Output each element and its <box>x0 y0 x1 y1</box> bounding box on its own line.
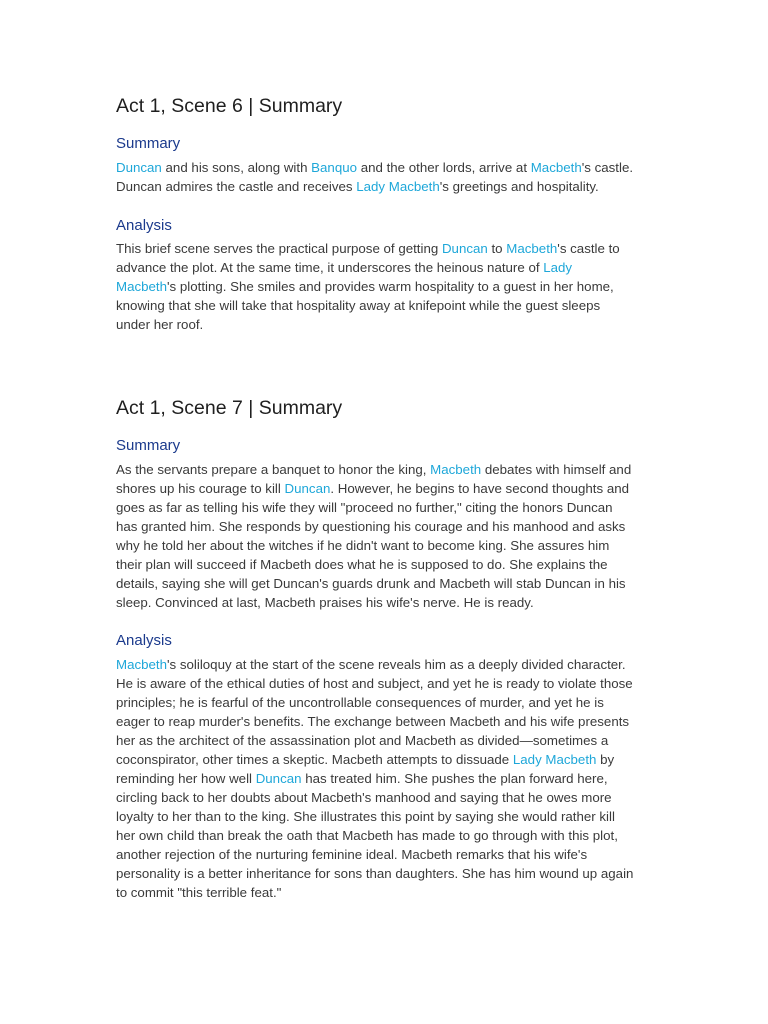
text-run: and his sons, along with <box>161 160 312 175</box>
character-link[interactable]: Duncan <box>284 481 331 496</box>
character-link[interactable]: Lady Macbeth <box>356 179 440 194</box>
text-run: details, saying she will get Duncan's guards drunk and Macbeth will stab Duncan in his <box>116 576 626 591</box>
text-run: Duncan admires the castle and receives <box>116 179 357 194</box>
scene-7-summary-paragraph <box>116 460 656 612</box>
text-run: He is aware of the ethical duties of host and subject, and yet he is ready to violate those <box>116 676 633 691</box>
text-line <box>116 239 656 258</box>
text-run: This brief scene serves the practical purpose of getting <box>116 241 442 256</box>
text-run: why he told her about the witches if he didn't want to become king. She assures him <box>116 538 610 553</box>
text-run: reminding her how well <box>116 771 256 786</box>
text-line <box>116 807 656 826</box>
text-line <box>116 593 656 612</box>
text-run: to commit "this terrible feat." <box>116 885 282 900</box>
character-link[interactable]: Macbeth <box>430 462 482 477</box>
text-run: her as the architect of the assassination plot and Macbeth as divided—sometimes a <box>116 733 609 748</box>
text-run: 's soliloquy at the start of the scene reveals him as a deeply divided character. <box>167 657 626 672</box>
text-run: coconspirator, other times a skeptic. Macbeth attempts to dissuade <box>116 752 513 767</box>
text-run: advance the plot. At the same time, it underscores the heinous nature of <box>116 260 544 275</box>
character-link[interactable]: Banquo <box>311 160 358 175</box>
text-line <box>116 158 656 177</box>
text-run: under her roof. <box>116 317 204 332</box>
character-link[interactable]: Lady Macbeth <box>512 752 597 767</box>
text-run: . However, he begins to have second thoughts and <box>330 481 630 496</box>
text-line <box>116 845 656 864</box>
text-line <box>116 498 656 517</box>
scene-6-summary-paragraph <box>116 158 656 196</box>
text-line <box>116 536 656 555</box>
text-line <box>116 788 656 807</box>
text-run: 's castle. <box>581 160 634 175</box>
character-link[interactable]: Macbeth <box>116 279 167 294</box>
text-line <box>116 693 656 712</box>
character-link[interactable]: Macbeth <box>506 241 558 256</box>
text-run: personality is a better inheritance for sons than daughters. She has him wound up again <box>116 866 634 881</box>
text-line <box>116 296 656 315</box>
text-run: debates with himself and <box>481 462 632 477</box>
text-line <box>116 555 656 574</box>
text-run: another rejection of the nurturing feminine ideal. Macbeth remarks that his wife's <box>116 847 588 862</box>
scene-7-summary-heading: Summary <box>116 437 181 454</box>
scene-7-analysis-heading: Analysis <box>116 632 172 649</box>
text-run: has granted him. She responds by questioning his courage and his manhood and asks <box>116 519 626 534</box>
text-run: eager to reap murder's benefits. The exchange between Macbeth and his wife presents <box>116 714 630 729</box>
text-line <box>116 864 656 883</box>
text-line <box>116 826 656 845</box>
scene-7-analysis-paragraph <box>116 655 656 902</box>
character-link[interactable]: Macbeth <box>116 657 167 672</box>
text-run: has treated him. She pushes the plan forward here, <box>301 771 608 786</box>
text-line <box>116 315 656 334</box>
text-line <box>116 258 656 277</box>
text-run: by <box>596 752 615 767</box>
scene-6-title: Act 1, Scene 6 | Summary <box>116 95 343 117</box>
text-line <box>116 883 656 902</box>
text-run: goes as far as telling his wife they will "proceed no further," citing the honors Duncan <box>116 500 613 515</box>
text-run: their plan will succeed if Macbeth does what he is supposed to do. She explains the <box>116 557 608 572</box>
scene-6-summary-heading: Summary <box>116 135 181 152</box>
text-line <box>116 655 656 674</box>
text-run: loyalty to her than to the king. She illustrates this point by saying she would rather kill <box>116 809 615 824</box>
text-run: sleep. Convinced at last, Macbeth praises his wife's nerve. He is ready. <box>116 595 534 610</box>
text-run: 's greetings and hospitality. <box>439 179 599 194</box>
scene-7-title: Act 1, Scene 7 | Summary <box>116 397 343 419</box>
character-link[interactable]: Duncan <box>116 160 162 175</box>
character-link[interactable]: Macbeth <box>530 160 582 175</box>
text-line <box>116 674 656 693</box>
text-run: 's castle to <box>557 241 620 256</box>
character-link[interactable]: Duncan <box>255 771 302 786</box>
text-run: knowing that she will take that hospitality away at knifepoint while the guest sleeps <box>116 298 601 313</box>
text-line <box>116 460 656 479</box>
text-line <box>116 731 656 750</box>
text-run: principles; he is fearful of the uncontrollable consequences of murder, and yet he is <box>116 695 604 710</box>
character-link[interactable]: Duncan <box>441 241 488 256</box>
character-link[interactable]: Lady <box>543 260 573 275</box>
text-run: and the other lords, arrive at <box>357 160 531 175</box>
text-run: shores up his courage to kill <box>116 481 285 496</box>
text-run: As the servants prepare a banquet to honor the king, <box>116 462 431 477</box>
text-line <box>116 479 656 498</box>
text-line <box>116 277 656 296</box>
text-run: 's plotting. She smiles and provides warm hospitality to a guest in her home, <box>167 279 614 294</box>
text-line <box>116 574 656 593</box>
text-line <box>116 177 656 196</box>
text-run: her own child than break the oath that Macbeth has made to go through with this plot, <box>116 828 618 843</box>
scene-6-analysis-paragraph <box>116 239 656 334</box>
text-run: circling back to her doubts about Macbeth's manhood and saying that he owes more <box>116 790 612 805</box>
text-line <box>116 517 656 536</box>
text-line <box>116 712 656 731</box>
text-line <box>116 750 656 769</box>
text-run: to <box>487 241 507 256</box>
scene-6-analysis-heading: Analysis <box>116 217 172 234</box>
text-line <box>116 769 656 788</box>
